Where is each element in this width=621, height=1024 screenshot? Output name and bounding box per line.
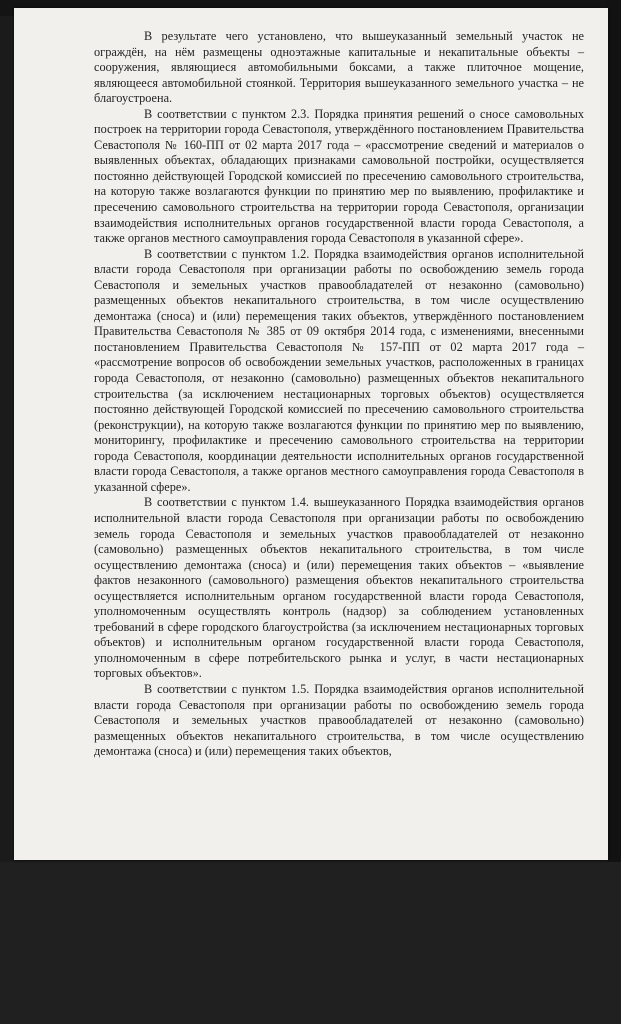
scan-background-bottom	[0, 862, 621, 1024]
paragraph-inspection-result: В результате чего установлено, что вышеуказанный земельный участок не ограждён, на нём размещены одноэтажные капитальные и некапитальные объекты – сооружения, являющиеся автомобильными боксами, а также плиточное мощение, являющееся автомобильной стоянкой. Территория вышеуказанного земельного участка – не благоустроена.	[94, 29, 584, 106]
paragraph-clause-1-5: В соответствии с пунктом 1.5. Порядка взаимодействия органов исполнительной власти города Севастополя при организации работы по освобождению земель города Севастополя и земельных участков правообладателей от незаконно (самовольно) размещенных объектов некапитального строительства, в том числе осуществлению демонтажа (сноса) и (или) перемещения таких объектов,	[94, 681, 584, 759]
paragraph-clause-1-4: В соответствии с пунктом 1.4. вышеуказанного Порядка взаимодействия органов исполнительной власти города Севастополя при организации работы по освобождению земель города Севастополя и земельных участков правообладателей от незаконно (самовольно) размещенных объектов некапитального строительства, в том числе осуществлению демонтажа (сноса) и (или) перемещения таких объектов – «выявление фактов незаконного (самовольного) размещения объектов некапитального строительства осуществляется исполнительным органом государственной власти города Севастополя, уполномоченным осуществлять контроль (надзор) за соблюдением установленных требований в сфере городского благоустройства (за исключением нестационарных торговых объектов) и исполнительным органом государственной власти города Севастополя, уполномоченным в сфере потребительского рынка и услуг, в части нестационарных торговых объектов».	[94, 495, 584, 681]
scan-background-right	[607, 0, 621, 862]
paragraph-clause-2-3: В соответствии с пунктом 2.3. Порядка принятия решений о сносе самовольных построек на территории города Севастополя, утверждённого постановлением Правительства Севастополя № 160-ПП от 02 марта 2017 года – «рассмотрение сведений и материалов о выявленных объектах, обладающих признаками самовольной постройки, осуществляется постоянно действующей Городской комиссией по пресечению самовольного строительства, на которую также возлагаются функции по принятию мер по выявлению, профилактике и пресечению самовольного строительства на территории города Севастополя, организации взаимодействия исполнительных органов государственной власти города Севастополя, а также органов местного самоуправления города Севастополя в указанной сфере».	[94, 106, 584, 246]
paragraph-clause-1-2: В соответствии с пунктом 1.2. Порядка взаимодействия органов исполнительной власти города Севастополя при организации работы по освобождению земель города Севастополя и земельных участков правообладателей от незаконно (самовольно) размещенных объектов некапитального строительства, в том числе осуществлению демонтажа (сноса) и (или) перемещения таких объектов, утверждённого постановлением Правительства Севастополя № 385 от 09 октября 2014 года, с изменениями, внесенными постановлением Правительства Севастополя № 157-ПП от 02 марта 2017 года – «рассмотрение вопросов об освобождении земельных участков, расположенных в границах города Севастополя, от незаконно (самовольно) размещенных объектов некапитального строительства (за исключением нестационарных торговых объектов) осуществляется постоянно действующей Городской комиссией по пресечению самовольного строительства (реконструкции), на которую также возлагаются функции по принятию мер по выявлению, мониторингу, профилактике и пресечению самовольного строительства на территории города Севастополя, координации деятельности исполнительных органов государственной власти города Севастополя, а также органов местного самоуправления города Севастополя в указанной сфере».	[94, 246, 584, 494]
document-body	[94, 29, 584, 760]
document-page	[14, 8, 608, 860]
